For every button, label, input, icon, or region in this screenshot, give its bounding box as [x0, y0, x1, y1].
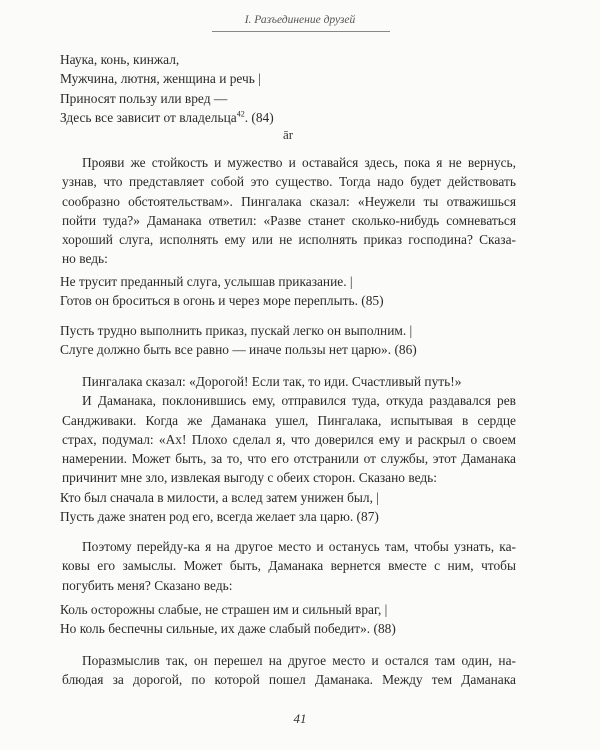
text-line: Поразмыслив так, он перешел на другое место и остался там один, на- — [82, 653, 516, 668]
verse-line: Коль осторожны слабые, не страшен им и сильный враг, | — [60, 602, 388, 617]
paragraph-4 — [62, 651, 516, 690]
text-line: пойти туда?» Даманака ответил: «Разве станет сколько-нибудь сомневаться — [62, 212, 516, 228]
text-line: Поэтому перейду-ка я на другое место и останусь там, чтобы узнать, ка- — [82, 539, 516, 554]
paragraph-1 — [62, 153, 516, 269]
text-line: Прояви же стойкость и мужество и оставайся здесь, пока я не вернусь, — [82, 155, 516, 170]
text-line: Пингалака сказал: «Дорогой! Если так, то иди. Счастливый путь!» — [82, 374, 462, 389]
paragraph-3 — [62, 537, 516, 595]
verse-line: Кто был сначала в милости, а вслед затем унижен был, | — [60, 490, 379, 505]
running-title: I. Разъединение друзей — [244, 14, 356, 26]
text-line: Сандживаки. Когда же Даманака ушел, Пингалака, испытывая в сердце — [62, 412, 516, 428]
verse-84 — [60, 50, 514, 127]
text-line: хороший слуга, исполнять ему или не исполнять приказ господина? Сказа- — [62, 232, 516, 248]
text-line: намерении. Может быть, за то, что его отстранили от службы, этот Даманака — [62, 451, 516, 467]
verse-text: Здесь все зависит от владельца — [60, 109, 237, 125]
verse-line — [60, 108, 514, 127]
verse-line: Мужчина, лютня, женщина и речь | — [60, 71, 261, 87]
verse-85 — [60, 272, 514, 311]
verse-number: . (84) — [244, 109, 274, 125]
header-rule — [212, 31, 390, 32]
verse-line: Слуге должно быть все равно — иначе пользы нет царю». (86) — [60, 342, 417, 358]
paragraph-2 — [62, 372, 516, 488]
text-line: причинит мне зло, извлекая выгоду с обеих сторон. Сказано ведь: — [62, 470, 437, 486]
page-number: 41 — [293, 711, 307, 726]
verse-line: Готов он броситься в огонь и через море переплыть. (85) — [60, 293, 384, 309]
verse-88 — [60, 600, 514, 639]
footnote-marker: 42 — [236, 109, 245, 119]
verse-86 — [60, 321, 514, 360]
verse-aside-mark: ār — [283, 127, 294, 142]
verse-line: Пусть даже знатен род его, всегда желает зла царю. (87) — [60, 509, 379, 525]
verse-line: Пусть трудно выполнить приказ, пускай легко он выполним. | — [60, 323, 413, 338]
text-line: блюдая за дорогой, по которой пошел Даманака. Между тем Даманака — [62, 672, 516, 688]
verse-line: Не трусит преданный слуга, услышав приказание. | — [60, 274, 353, 289]
verse-line: Приносят пользу или вред — — [60, 90, 228, 106]
text-line: но ведь: — [62, 251, 108, 267]
text-line: сообразно обстоятельствам». Пингалака сказал: «Неужели ты отважишься — [62, 193, 516, 209]
verse-87 — [60, 488, 514, 527]
text-line: страх, подумал: «Ах! Плохо сделал я, что доверился ему и раскрыл о своем — [62, 431, 516, 447]
text-line: И Даманака, поклонившись ему, отправился туда, откуда раздавался рев — [82, 393, 516, 409]
text-line: ковы его замыслы. Может быть, Даманака вернется вместе с ним, чтобы — [62, 558, 516, 574]
text-line: узнав, что представляет собой это существо. Тогда надо будет действовать — [62, 174, 516, 190]
text-line: погубить меня? Сказано ведь: — [62, 577, 233, 593]
verse-line: Наука, конь, кинжал, — [60, 52, 180, 67]
verse-line: Но коль беспечны сильные, их даже слабый победит». (88) — [60, 621, 396, 637]
